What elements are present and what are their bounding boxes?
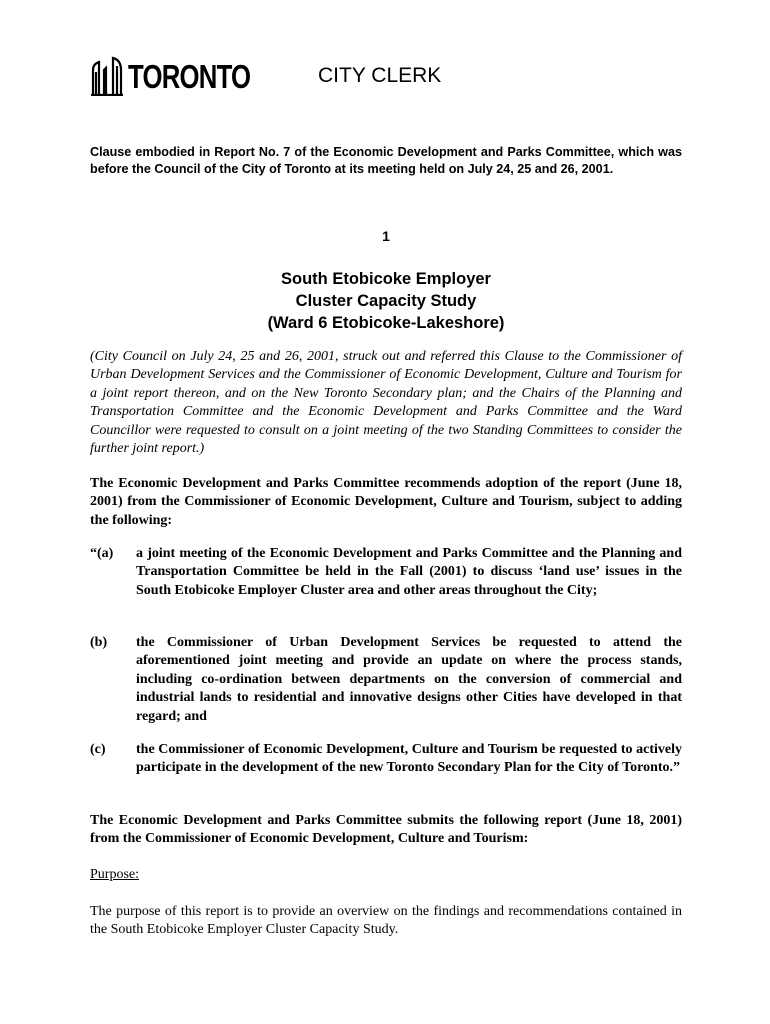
purpose-heading-text: Purpose [90, 867, 136, 882]
item-text: the Commissioner of Economic Development, Culture and Tourism be requested to actively participate in the development of the new Toronto Secondary Plan for the City of Toronto.” [136, 742, 682, 776]
recommendation-paragraph: The Economic Development and Parks Committee recommends adoption of the report (June 18, 2001) from the Commissioner of Economic Development, Culture and Tourism, subject to adding the following: [90, 476, 682, 528]
submits-paragraph: The Economic Development and Parks Committee submits the following report (June 18, 2001) from the Commissioner of Economic Development, Culture and Tourism: [90, 813, 682, 847]
purpose-heading [90, 866, 682, 884]
title-line-2: Cluster Capacity Study [295, 292, 477, 310]
toronto-logo [90, 44, 285, 96]
item-text: a joint meeting of the Economic Development and Parks Committee and the Planning and Transportation Committee be held in the Fall (2001) to discuss ‘land use’ issues in the South Etobicoke Employer Cluster area and other areas throughout the City; [136, 546, 682, 598]
department-title: CITY CLERK [318, 64, 442, 87]
recommendation-item-a [90, 545, 682, 600]
recommendation-item-b [90, 634, 682, 726]
recommendation-item-c [90, 741, 682, 778]
item-text: the Commissioner of Urban Development Services be requested to attend the aforementioned joint meeting and provide an update on where the process stands, including co-ordination between departments on the conversion of commercial and industrial lands to residential and innovative designs other Cities have developed in that regard; and [136, 635, 682, 724]
item-label: (c) [90, 742, 106, 757]
logo-wordmark: TORONTO [128, 58, 251, 95]
city-hall-icon [90, 56, 124, 96]
clause-intro: Clause embodied in Report No. 7 of the Economic Development and Parks Committee, which was before the Council of the City of Toronto at its meeting held on July 24, 25 and 26, 2001. [90, 145, 682, 176]
title-line-1: South Etobicoke Employer [281, 270, 491, 288]
item-label: “(a) [90, 546, 114, 561]
purpose-paragraph: The purpose of this report is to provide an overview on the findings and recommendations contained in the South Etobicoke Employer Cluster Capacity Study. [90, 904, 682, 938]
item-label: (b) [90, 635, 108, 650]
item-number: 1 [382, 228, 390, 244]
purpose-heading-colon: : [135, 867, 140, 882]
report-title [90, 268, 682, 334]
title-line-3: (Ward 6 Etobicoke-Lakeshore) [267, 314, 505, 332]
council-note: (City Council on July 24, 25 and 26, 2001, struck out and referred this Clause to the Commissioner of Urban Development Services and the Commissioner of Economic Development, Culture and Tourism for a joint report thereon, and on the New Toronto Secondary plan; and the Chairs of the Planning and Transportation Committee and the Economic Development and Parks Committee and the Ward Councillor were requested to consult on a joint meeting of the two Standing Committees to consider the further joint report.) [90, 349, 682, 457]
